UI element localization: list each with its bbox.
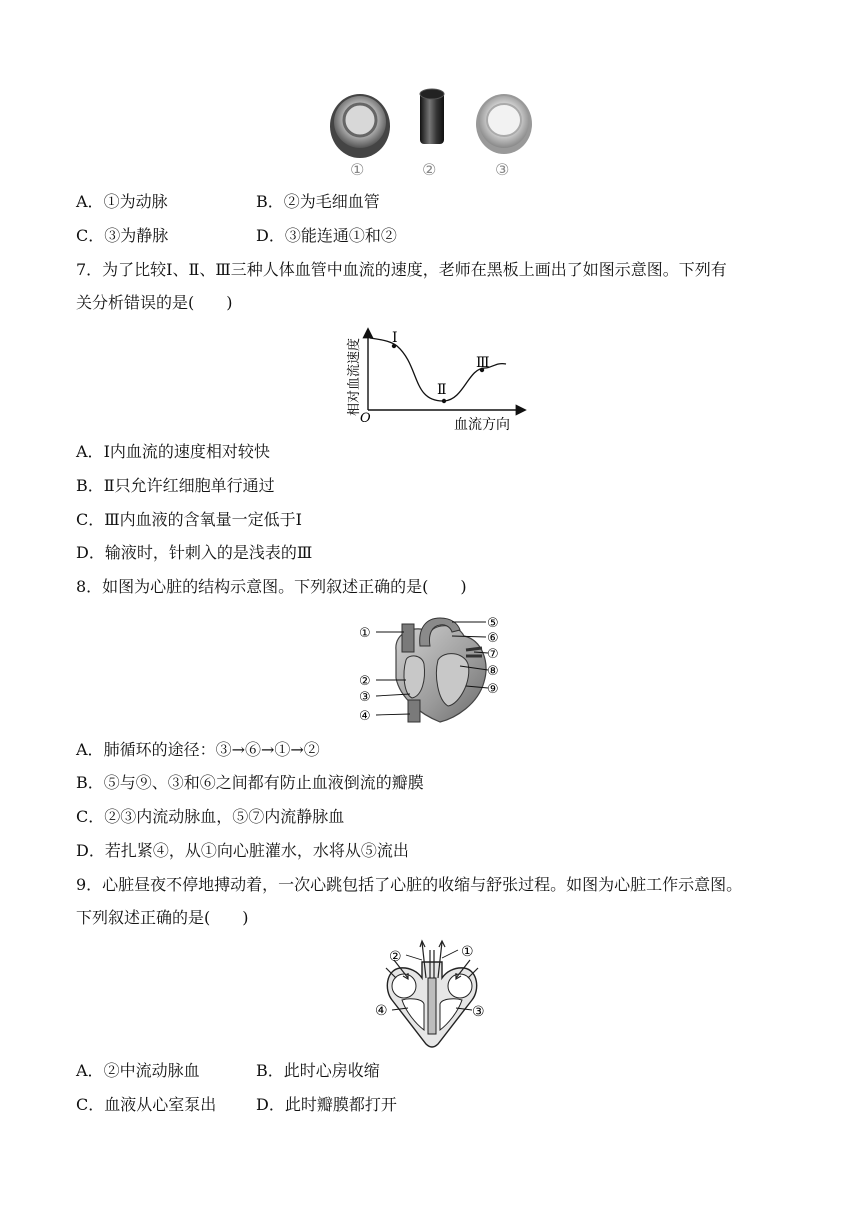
- point-label-iii: Ⅲ: [476, 355, 490, 371]
- heart-label-9: ⑨: [487, 682, 499, 697]
- heart-label-5: ⑤: [487, 616, 499, 631]
- septum: [428, 978, 436, 1034]
- inferior-vena-cava: [408, 700, 420, 722]
- heart-structure-figure: [356, 610, 508, 728]
- superior-vena-cava: [402, 624, 414, 652]
- vessels-figure: [320, 84, 540, 180]
- point-label-ii: Ⅱ: [437, 382, 447, 398]
- q9-option-c: C．血液从心室泵出: [76, 1095, 217, 1114]
- artery-photo: [330, 94, 390, 158]
- q7-option-d: D．输液时，针刺入的是浅表的Ⅲ: [76, 543, 313, 562]
- heart-label-2: ②: [359, 674, 371, 689]
- heart-working-figure: [372, 938, 492, 1050]
- q9-option-b: B．此时心房收缩: [256, 1061, 380, 1080]
- blood-speed-chart: [340, 326, 530, 436]
- q6-option-a: A．①为动脉: [76, 192, 168, 211]
- capillary-photo: [420, 89, 444, 144]
- q9-stem-line1: 9．心脏昼夜不停地搏动着，一次心跳包括了心脏的收缩与舒张过程。如图为心脏工作示意图。: [76, 875, 743, 894]
- q7-stem-line1: 7．为了比较Ⅰ、Ⅱ、Ⅲ三种人体血管中血流的速度，老师在黑板上画出了如图示意图。下列有: [76, 260, 727, 279]
- q8-option-a: A．肺循环的途径：③→⑥→①→②: [76, 740, 320, 759]
- q8-option-b: B．⑤与⑨、③和⑥之间都有防止血液倒流的瓣膜: [76, 773, 424, 792]
- vessel-label-2: ②: [422, 160, 437, 179]
- q7-option-b: B．Ⅱ只允许红细胞单行通过: [76, 476, 275, 495]
- heart-label-1: ①: [359, 626, 371, 641]
- origin-label: O: [360, 411, 371, 426]
- work-label-3: ③: [472, 1004, 485, 1020]
- work-label-1: ①: [461, 944, 474, 960]
- work-label-4: ④: [375, 1003, 388, 1019]
- q8-stem: 8．如图为心脏的结构示意图。下列叙述正确的是( ): [76, 577, 467, 596]
- heart-label-6: ⑥: [487, 631, 499, 646]
- y-axis-label: 相对血流速度: [347, 337, 362, 416]
- q7-option-c: C．Ⅲ内血液的含氧量一定低于Ⅰ: [76, 510, 303, 529]
- heart-label-8: ⑧: [487, 664, 499, 679]
- q9-stem-line2: 下列叙述正确的是( ): [76, 908, 249, 927]
- work-label-2: ②: [389, 949, 402, 965]
- q7-option-a: A．Ⅰ内血流的速度相对较快: [76, 442, 270, 461]
- q6-option-b: B．②为毛细血管: [256, 192, 380, 211]
- q8-option-d: D．若扎紧④，从①向心脏灌水，水将从⑤流出: [76, 841, 409, 860]
- q8-option-c: C．②③内流动脉血，⑤⑦内流静脉血: [76, 807, 345, 826]
- point-ii: [442, 399, 446, 403]
- q6-option-c: C．③为静脉: [76, 226, 169, 245]
- vessel-label-1: ①: [350, 160, 365, 179]
- q9-option-a: A．②中流动脉血: [76, 1061, 200, 1080]
- q9-option-d: D．此时瓣膜都打开: [256, 1095, 397, 1114]
- x-axis-label: 血流方向: [454, 417, 510, 433]
- vein-photo: [476, 94, 532, 154]
- q7-stem-line2: 关分析错误的是( ): [76, 293, 233, 312]
- q6-option-d: D．③能连通①和②: [256, 226, 397, 245]
- heart-label-7: ⑦: [487, 647, 499, 662]
- heart-label-3: ③: [359, 690, 371, 705]
- point-label-i: Ⅰ: [392, 330, 398, 346]
- heart-label-4: ④: [359, 709, 371, 724]
- vessel-label-3: ③: [495, 160, 510, 179]
